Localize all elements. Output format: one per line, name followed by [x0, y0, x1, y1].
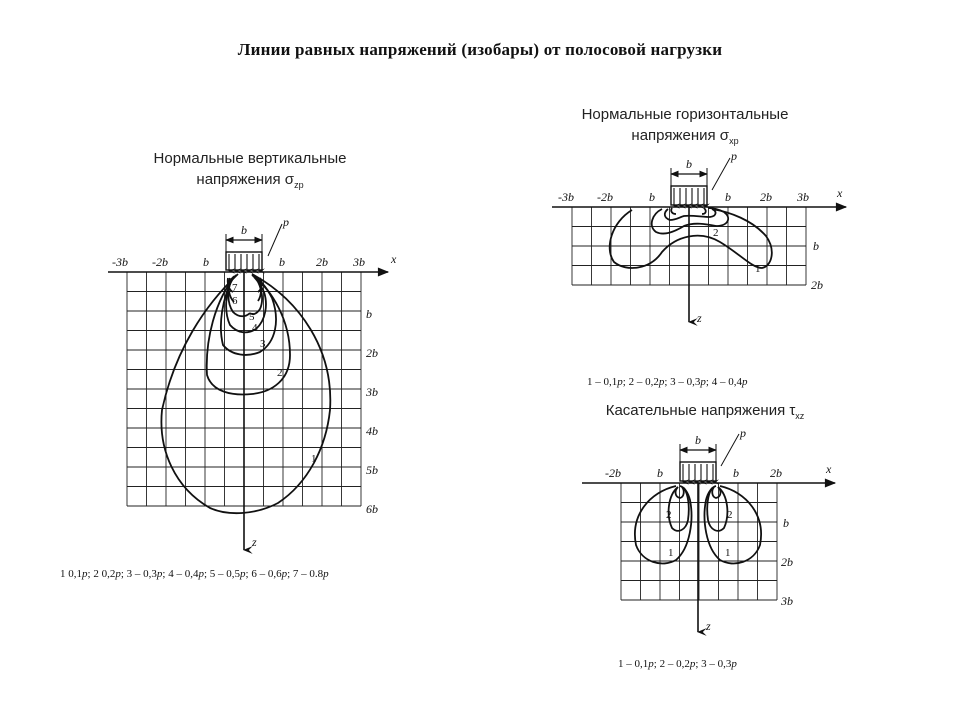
horizontal-isobar-3: [665, 209, 716, 220]
shear-isobar-2-left: [669, 487, 689, 531]
legend-unit: p: [323, 568, 329, 580]
shear-grid: [621, 483, 777, 600]
horizontal-load-arrows: [674, 188, 704, 206]
legend-item: 2 – 0,2: [625, 376, 659, 388]
page-title: Линии равных напряжений (изобары) от полосовой нагрузки: [237, 40, 723, 59]
shear-depth-1: b: [783, 516, 789, 530]
vertical-isobar-label-5: 5: [249, 311, 255, 323]
vertical-isobar-label-2: 2: [277, 367, 283, 379]
vertical-depth-2: 2b: [366, 346, 378, 360]
shear-xtick-1: -2b: [605, 466, 621, 480]
legend-sep: ;: [653, 658, 657, 670]
shear-legend: [618, 658, 737, 670]
shear-width-label: b: [695, 433, 701, 447]
horizontal-depth-2: 2b: [811, 278, 823, 292]
horizontal-width-label: b: [686, 157, 692, 171]
shear-isobar-label-1-left: 1: [668, 547, 674, 559]
legend-sep: ;: [87, 568, 91, 580]
shear-isobar-2-right: [707, 487, 727, 531]
horizontal-legend: [587, 376, 748, 388]
shear-xtick-4: 2b: [770, 466, 782, 480]
shear-axis-z-label: z: [706, 619, 711, 633]
vertical-axis-x-label: x: [391, 252, 397, 266]
legend-item: 2 0,2: [90, 568, 116, 580]
legend-item: 1 0,1: [60, 568, 82, 580]
vertical-depth-3: 3b: [366, 385, 378, 399]
legend-unit: p: [281, 568, 288, 580]
vertical-load-arrows: [229, 254, 259, 271]
legend-unit: p: [700, 376, 706, 388]
horizontal-xtick-1: -3b: [558, 190, 574, 204]
horizontal-xtick-5: 2b: [760, 190, 772, 204]
vertical-isobar-label-3: 3: [260, 338, 266, 350]
horizontal-stress-diagram: [552, 149, 846, 388]
legend-unit: p: [240, 568, 246, 580]
legend-item: 4 – 0,4: [165, 568, 199, 580]
vertical-isobar-label-7: 7: [232, 282, 238, 294]
legend-sep: ;: [203, 568, 207, 580]
legend-item: 6 – 0,6: [248, 568, 282, 580]
legend-unit: p: [689, 658, 696, 670]
legend-sep: ;: [245, 568, 249, 580]
legend-unit: p: [741, 376, 748, 388]
legend-sep: ;: [120, 568, 124, 580]
shear-load-arrows: [683, 464, 713, 482]
shear-isobar-1-left: [635, 486, 692, 564]
vertical-xtick-2: -2b: [152, 255, 168, 269]
legend-item: 7 – 0.8: [290, 568, 324, 580]
legend-item: 3 – 0,3: [123, 568, 157, 580]
horizontal-xtick-6: 3b: [797, 190, 809, 204]
shear-isobar-3-right: [712, 487, 720, 498]
shear-isobar-label-1-right: 1: [725, 547, 731, 559]
shear-caption-text: Касательные напряжения τ: [605, 402, 796, 419]
horizontal-xtick-2: -2b: [597, 190, 613, 204]
horizontal-load-leader: [712, 158, 730, 190]
shear-stress-diagram: [582, 426, 835, 670]
horizontal-axis-x-label: x: [837, 186, 843, 200]
shear-depth-3: 3b: [781, 594, 793, 608]
legend-sep: ;: [664, 376, 668, 388]
vertical-xtick-4: b: [279, 255, 285, 269]
vertical-xtick-1: -3b: [112, 255, 128, 269]
legend-unit: p: [617, 376, 623, 388]
legend-unit: p: [82, 568, 88, 580]
legend-unit: p: [731, 658, 737, 670]
legend-item: 3 – 0,3: [698, 658, 732, 670]
vertical-caption-sub: zp: [294, 180, 304, 190]
vertical-labels: [112, 215, 397, 549]
shear-xtick-3: b: [733, 466, 739, 480]
horizontal-caption-text: напряжения σ: [631, 127, 730, 144]
horizontal-caption-line1: Нормальные горизонтальные: [581, 106, 789, 123]
vertical-caption-line1: Нормальные вертикальные: [153, 150, 347, 167]
vertical-depth-5: 5b: [366, 463, 378, 477]
legend-item: 2 – 0,2: [656, 658, 690, 670]
horizontal-axis-z-label: z: [697, 311, 702, 325]
legend-unit: p: [198, 568, 204, 580]
legend-unit: p: [156, 568, 163, 580]
legend-unit: p: [648, 658, 654, 670]
vertical-isobar-label-6: 6: [232, 295, 238, 307]
shear-isobar-label-2-left: 2: [666, 509, 672, 521]
legend-sep: ;: [705, 376, 709, 388]
shear-caption-sub: xz: [795, 411, 805, 421]
legend-sep: ;: [287, 568, 291, 580]
legend-item: 4 – 0,4: [708, 376, 742, 388]
vertical-xtick-6: 3b: [353, 255, 365, 269]
horizontal-isobar-label-1: 1: [755, 263, 761, 275]
shear-isobar-label-2-right: 2: [727, 509, 733, 521]
vertical-isobar-label-4: 4: [252, 322, 258, 334]
legend-item: 1 – 0,1: [618, 658, 649, 670]
vertical-depth-4: 4b: [366, 424, 378, 438]
horizontal-labels: [558, 149, 843, 325]
vertical-legend: [60, 568, 329, 580]
shear-depth-2: 2b: [781, 555, 793, 569]
vertical-isobar-label-1: 1: [311, 453, 317, 465]
vertical-width-label: b: [241, 223, 247, 237]
vertical-xtick-5: 2b: [316, 255, 328, 269]
legend-sep: ;: [695, 658, 699, 670]
horizontal-xtick-4: b: [725, 190, 731, 204]
shear-load-label: p: [740, 426, 746, 440]
vertical-load-block: [226, 252, 262, 270]
legend-unit: p: [115, 568, 121, 580]
vertical-load-leader: [268, 224, 282, 256]
vertical-axis-z-label: z: [252, 535, 257, 549]
horizontal-isobar-label-2: 2: [713, 227, 719, 239]
vertical-depth-1: b: [366, 307, 372, 321]
vertical-stress-diagram: [60, 215, 397, 580]
vertical-load-label: p: [283, 215, 289, 229]
legend-item: 5 – 0,5: [207, 568, 240, 580]
legend-unit: p: [658, 376, 665, 388]
vertical-xtick-3: b: [203, 255, 209, 269]
shear-load-block: [680, 462, 716, 481]
vertical-depth-6: 6b: [366, 502, 378, 516]
horizontal-depth-1: b: [813, 239, 819, 253]
horizontal-load-label: p: [731, 149, 737, 163]
horizontal-caption-sub: xp: [729, 136, 739, 146]
vertical-caption-text: напряжения σ: [196, 171, 295, 188]
shear-isobar-1-right: [705, 486, 762, 564]
horizontal-xtick-3: b: [649, 190, 655, 204]
legend-item: 1 – 0,1: [587, 376, 618, 388]
legend-sep: ;: [622, 376, 626, 388]
shear-xtick-2: b: [657, 466, 663, 480]
legend-item: 3 – 0,3: [667, 376, 701, 388]
legend-sep: ;: [162, 568, 166, 580]
shear-axis-x-label: x: [826, 462, 832, 476]
horizontal-load-block: [671, 186, 707, 205]
shear-load-leader: [721, 434, 739, 466]
